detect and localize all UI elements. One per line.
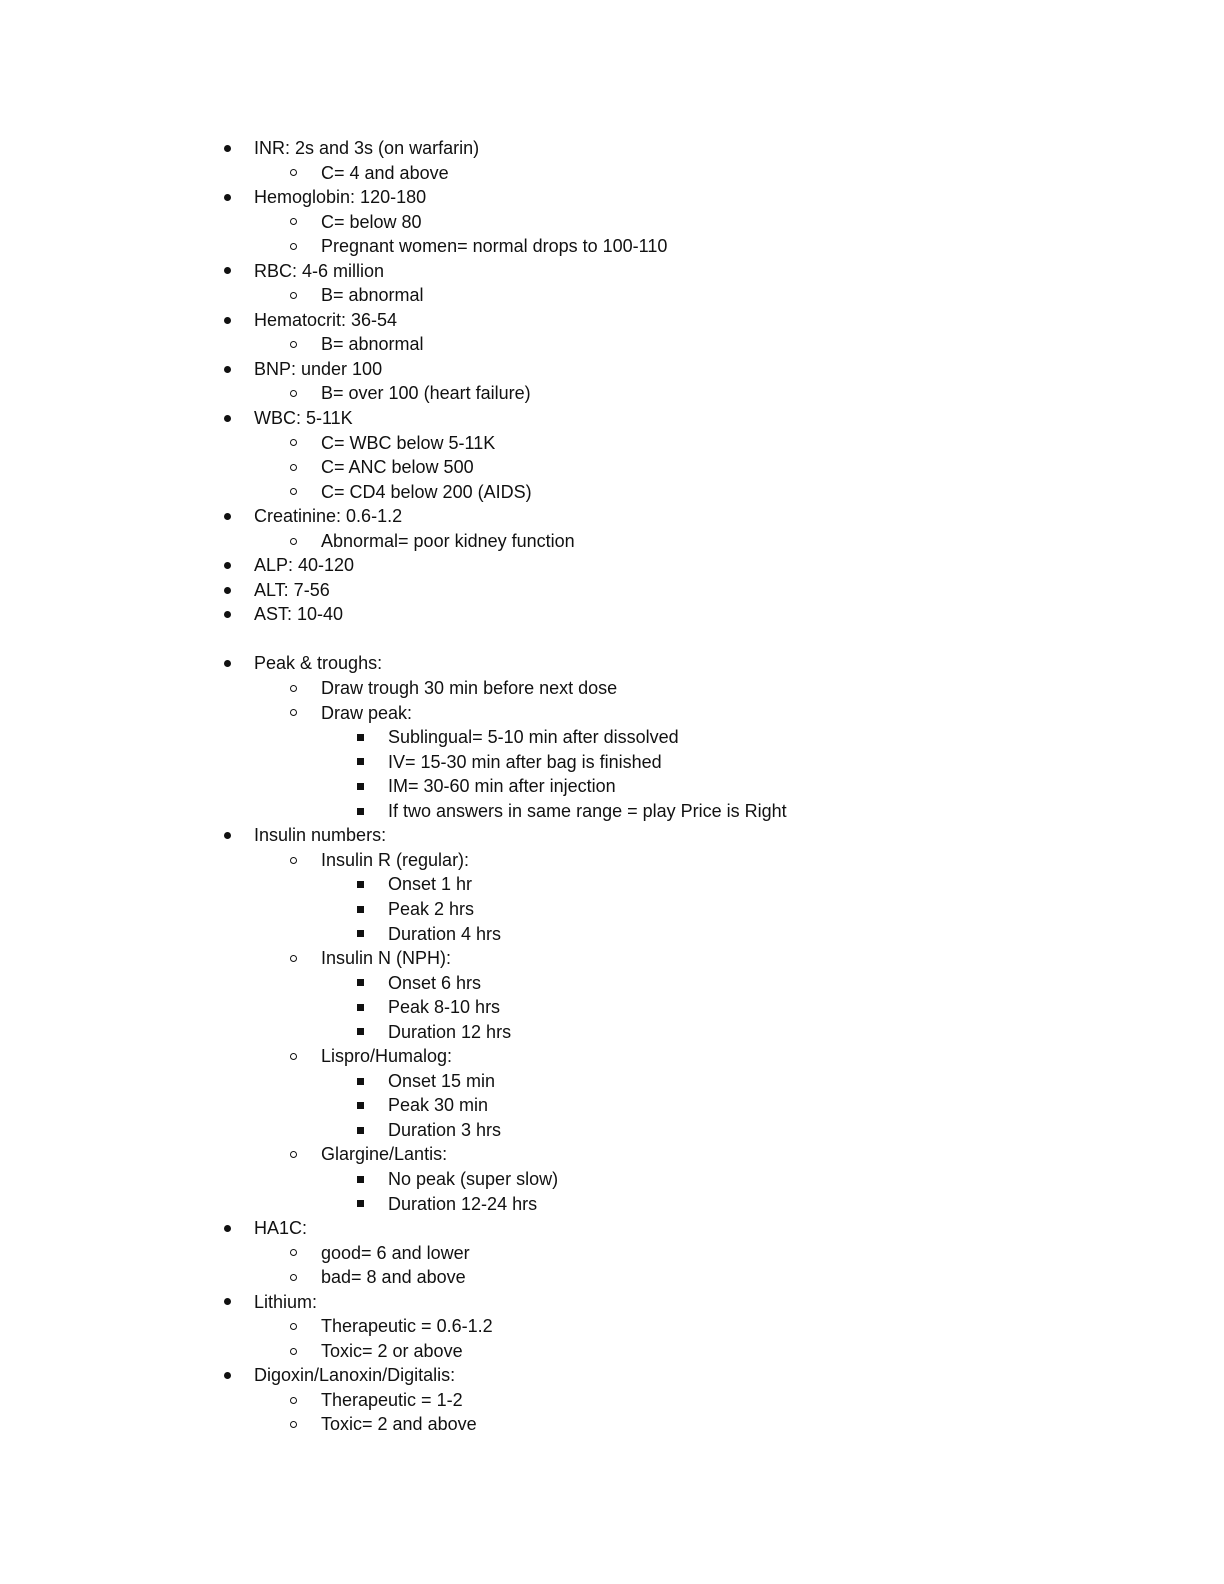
hollow-circle-bullet-icon xyxy=(283,1412,303,1437)
list-item-text: HA1C: xyxy=(254,1218,308,1239)
list-item-level-3 xyxy=(0,1167,1224,1192)
list-item-level-1 xyxy=(0,1290,1224,1315)
list-item-level-3 xyxy=(0,1118,1224,1143)
list-item-text: Hematocrit: 36-54 xyxy=(254,309,398,330)
filled-square-bullet-icon xyxy=(350,1069,370,1094)
list-item-level-1 xyxy=(0,823,1224,848)
list-item-text: WBC: 5-11K xyxy=(254,408,353,429)
filled-circle-bullet-icon xyxy=(217,602,237,627)
list-item-level-2 xyxy=(0,1339,1224,1364)
list-item-text: Peak & troughs: xyxy=(254,653,383,674)
list-item-text: Lispro/Humalog: xyxy=(321,1046,453,1067)
hollow-circle-bullet-icon xyxy=(283,455,303,480)
filled-circle-bullet-icon xyxy=(217,185,237,210)
list-item-text: IV= 15-30 min after bag is finished xyxy=(388,751,662,772)
list-item-text: Onset 1 hr xyxy=(388,874,473,895)
hollow-circle-bullet-icon xyxy=(283,946,303,971)
list-item-level-2 xyxy=(0,1314,1224,1339)
list-item-level-1 xyxy=(0,578,1224,603)
filled-circle-bullet-icon xyxy=(217,357,237,382)
list-item-level-3 xyxy=(0,897,1224,922)
hollow-circle-bullet-icon xyxy=(283,1241,303,1266)
hollow-circle-bullet-icon xyxy=(283,381,303,406)
list-item-level-2 xyxy=(0,1412,1224,1437)
hollow-circle-bullet-icon xyxy=(283,1265,303,1290)
list-item-level-2 xyxy=(0,431,1224,456)
list-item-level-3 xyxy=(0,922,1224,947)
list-item-level-2 xyxy=(0,946,1224,971)
list-item-level-1 xyxy=(0,259,1224,284)
hollow-circle-bullet-icon xyxy=(283,283,303,308)
hollow-circle-bullet-icon xyxy=(283,431,303,456)
list-item-level-2 xyxy=(0,1241,1224,1266)
list-item-text: No peak (super slow) xyxy=(388,1168,559,1189)
list-item-level-2 xyxy=(0,701,1224,726)
list-item-text: Sublingual= 5-10 min after dissolved xyxy=(388,727,679,748)
filled-circle-bullet-icon xyxy=(217,823,237,848)
list-item-text: Pregnant women= normal drops to 100-110 xyxy=(321,236,668,257)
list-item-level-3 xyxy=(0,1069,1224,1094)
list-item-text: Duration 4 hrs xyxy=(388,923,502,944)
list-item-text: AST: 10-40 xyxy=(254,604,344,625)
list-item-text: INR: 2s and 3s (on warfarin) xyxy=(254,138,480,158)
filled-circle-bullet-icon xyxy=(217,651,237,676)
filled-square-bullet-icon xyxy=(350,995,370,1020)
list-item-level-2 xyxy=(0,1044,1224,1069)
hollow-circle-bullet-icon xyxy=(283,1142,303,1167)
list-item-text: Insulin numbers: xyxy=(254,825,387,846)
list-item-text: Toxic= 2 and above xyxy=(321,1414,477,1435)
list-item-text: Insulin N (NPH): xyxy=(321,948,452,969)
hollow-circle-bullet-icon xyxy=(283,1314,303,1339)
filled-square-bullet-icon xyxy=(350,1020,370,1045)
list-item-level-1 xyxy=(0,1363,1224,1388)
list-item-text: Lithium: xyxy=(254,1291,318,1312)
hollow-circle-bullet-icon xyxy=(283,1339,303,1364)
list-item-text: Therapeutic = 0.6-1.2 xyxy=(321,1316,493,1337)
list-item-level-2 xyxy=(0,381,1224,406)
list-item-level-2 xyxy=(0,332,1224,357)
list-item-level-2 xyxy=(0,1265,1224,1290)
list-item-text: Draw trough 30 min before next dose xyxy=(321,678,618,699)
list-item-level-2 xyxy=(0,161,1224,186)
blank-line xyxy=(0,627,1224,652)
list-item-text: C= 4 and above xyxy=(321,162,449,183)
list-item-level-1 xyxy=(0,504,1224,529)
hollow-circle-bullet-icon xyxy=(283,161,303,186)
list-item-text: Peak 30 min xyxy=(388,1095,489,1116)
list-item-level-1 xyxy=(0,553,1224,578)
list-item-text: C= below 80 xyxy=(321,211,422,232)
list-item-level-1 xyxy=(0,185,1224,210)
filled-circle-bullet-icon xyxy=(217,553,237,578)
list-item-level-1 xyxy=(0,136,1224,161)
list-item-text: Duration 12-24 hrs xyxy=(388,1193,538,1214)
list-item-text: Peak 8-10 hrs xyxy=(388,997,501,1018)
hollow-circle-bullet-icon xyxy=(283,848,303,873)
list-item-text: BNP: under 100 xyxy=(254,358,383,379)
list-item-level-2 xyxy=(0,480,1224,505)
hollow-circle-bullet-icon xyxy=(283,332,303,357)
list-item-text: good= 6 and lower xyxy=(321,1242,470,1263)
filled-circle-bullet-icon xyxy=(217,1216,237,1241)
list-item-level-3 xyxy=(0,774,1224,799)
filled-circle-bullet-icon xyxy=(217,578,237,603)
list-item-text: C= WBC below 5-11K xyxy=(321,432,496,453)
hollow-circle-bullet-icon xyxy=(283,1388,303,1413)
list-item-level-2 xyxy=(0,848,1224,873)
list-item-text: Creatinine: 0.6-1.2 xyxy=(254,506,403,527)
list-item-level-2 xyxy=(0,455,1224,480)
filled-circle-bullet-icon xyxy=(217,406,237,431)
filled-square-bullet-icon xyxy=(350,750,370,775)
list-item-text: Duration 12 hrs xyxy=(388,1021,512,1042)
list-item-level-2 xyxy=(0,210,1224,235)
list-item-level-1 xyxy=(0,602,1224,627)
list-item-text: RBC: 4-6 million xyxy=(254,260,385,281)
list-item-text: Draw peak: xyxy=(321,702,413,723)
filled-circle-bullet-icon xyxy=(217,259,237,284)
filled-square-bullet-icon xyxy=(350,1192,370,1217)
list-item-text: B= over 100 (heart failure) xyxy=(321,383,531,404)
list-item-text: B= abnormal xyxy=(321,334,424,355)
hollow-circle-bullet-icon xyxy=(283,701,303,726)
list-item-text: ALT: 7-56 xyxy=(254,579,330,600)
list-item-level-2 xyxy=(0,676,1224,701)
hollow-circle-bullet-icon xyxy=(283,210,303,235)
list-item-text: C= ANC below 500 xyxy=(321,457,474,478)
filled-circle-bullet-icon xyxy=(217,308,237,333)
list-item-text: Onset 6 hrs xyxy=(388,972,482,993)
filled-square-bullet-icon xyxy=(350,725,370,750)
filled-square-bullet-icon xyxy=(350,799,370,824)
filled-circle-bullet-icon xyxy=(217,1290,237,1315)
list-item-level-3 xyxy=(0,1093,1224,1118)
hollow-circle-bullet-icon xyxy=(283,1044,303,1069)
hollow-circle-bullet-icon xyxy=(283,676,303,701)
list-item-text: Therapeutic = 1-2 xyxy=(321,1389,463,1410)
list-item-text: bad= 8 and above xyxy=(321,1267,466,1288)
list-item-text: If two answers in same range = play Price is Right xyxy=(388,800,787,821)
filled-square-bullet-icon xyxy=(350,897,370,922)
list-item-level-2 xyxy=(0,234,1224,259)
list-item-text: Glargine/Lantis: xyxy=(321,1144,448,1165)
filled-circle-bullet-icon xyxy=(217,1363,237,1388)
hollow-circle-bullet-icon xyxy=(283,529,303,554)
filled-square-bullet-icon xyxy=(350,971,370,996)
filled-square-bullet-icon xyxy=(350,774,370,799)
list-item-level-1 xyxy=(0,357,1224,382)
list-item-text: Abnormal= poor kidney function xyxy=(321,530,575,551)
list-item-level-3 xyxy=(0,750,1224,775)
list-item-text: Peak 2 hrs xyxy=(388,898,475,919)
hollow-circle-bullet-icon xyxy=(283,234,303,259)
list-item-level-3 xyxy=(0,971,1224,996)
list-item-level-1 xyxy=(0,406,1224,431)
list-item-level-1 xyxy=(0,308,1224,333)
list-item-text: Hemoglobin: 120-180 xyxy=(254,187,427,208)
filled-circle-bullet-icon xyxy=(217,136,237,161)
list-item-level-3 xyxy=(0,995,1224,1020)
filled-square-bullet-icon xyxy=(350,1093,370,1118)
list-item-level-2 xyxy=(0,1388,1224,1413)
list-item-level-3 xyxy=(0,725,1224,750)
filled-square-bullet-icon xyxy=(350,1167,370,1192)
list-item-level-1 xyxy=(0,1216,1224,1241)
list-item-text: Onset 15 min xyxy=(388,1070,496,1091)
list-item-text: C= CD4 below 200 (AIDS) xyxy=(321,481,532,502)
list-item-text: B= abnormal xyxy=(321,285,424,306)
list-item-text: IM= 30-60 min after injection xyxy=(388,776,616,797)
list-item-level-2 xyxy=(0,529,1224,554)
list-item-text: Digoxin/Lanoxin/Digitalis: xyxy=(254,1365,456,1386)
list-item-level-2 xyxy=(0,283,1224,308)
list-item-text: Insulin R (regular): xyxy=(321,849,470,870)
list-item-text: Duration 3 hrs xyxy=(388,1119,502,1140)
list-item-level-2 xyxy=(0,1142,1224,1167)
list-item-level-1 xyxy=(0,651,1224,676)
filled-circle-bullet-icon xyxy=(217,504,237,529)
list-item-level-3 xyxy=(0,799,1224,824)
hollow-circle-bullet-icon xyxy=(283,480,303,505)
filled-square-bullet-icon xyxy=(350,872,370,897)
filled-square-bullet-icon xyxy=(350,1118,370,1143)
filled-square-bullet-icon xyxy=(350,922,370,947)
bulleted-list xyxy=(0,136,1224,1437)
list-item-level-3 xyxy=(0,1192,1224,1217)
list-item-text: ALP: 40-120 xyxy=(254,555,355,576)
list-item-level-3 xyxy=(0,872,1224,897)
list-item-level-3 xyxy=(0,1020,1224,1045)
list-item-text: Toxic= 2 or above xyxy=(321,1340,463,1361)
